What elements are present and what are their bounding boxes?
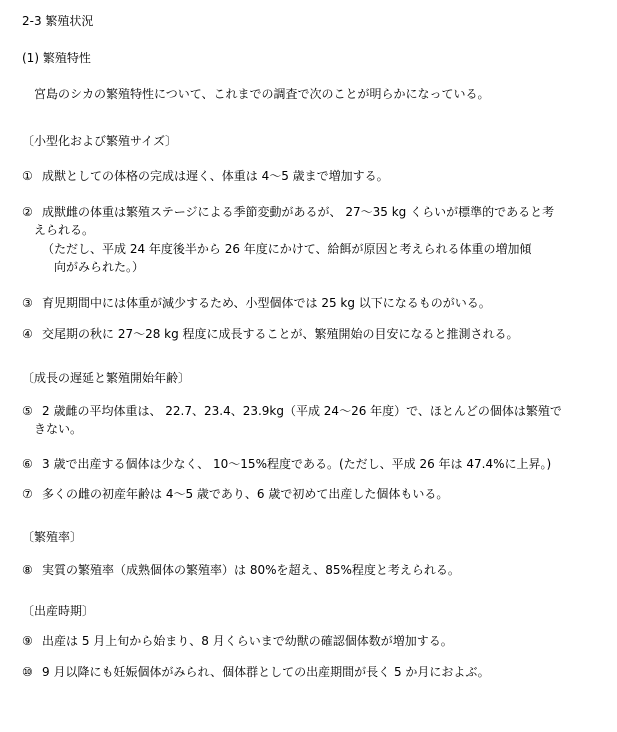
item-note: （ただし、平成 24 年度後半から 26 年度にかけて、給餌が原因と考えられる体重の増加傾	[42, 242, 532, 256]
section-title: 〔小型化および繁殖サイズ〕	[22, 134, 178, 148]
section-title: 〔繁殖率〕	[22, 530, 83, 544]
item-text: 実質の繁殖率（成熟個体の繁殖率）は 80%を超え、85%程度と考えられる。	[42, 563, 460, 577]
item-number: ⑦	[22, 487, 33, 501]
item-number: ②	[22, 205, 33, 219]
item-number: ⑥	[22, 457, 33, 471]
list-item	[22, 562, 460, 579]
item-number: ⑩	[22, 665, 33, 679]
item-text: 成獣雌の体重は繁殖ステージによる季節変動があるが、 27～35 kg くらいが標準的であると考	[42, 205, 555, 219]
item-text-continuation: えられる。	[34, 223, 95, 237]
item-text: 交尾期の秋に 27～28 kg 程度に成長することが、繁殖開始の目安になると推測される。	[42, 327, 519, 341]
item-number: ①	[22, 169, 33, 183]
subsection-heading: (1) 繁殖特性	[22, 51, 91, 65]
item-number: ④	[22, 327, 33, 341]
item-text: 多くの雌の初産年齢は 4～5 歳であり、6 歳で初めて出産した個体もいる。	[42, 487, 449, 501]
list-item	[22, 326, 519, 343]
item-text: 育児期間中には体重が減少するため、小型個体では 25 kg 以下になるものがいる。	[42, 296, 491, 310]
item-number: ③	[22, 296, 33, 310]
list-item	[22, 204, 554, 221]
item-text: 出産は 5 月上旬から始まり、8 月くらいまで幼獣の確認個体数が増加する。	[42, 634, 453, 648]
item-text: 9 月以降にも妊娠個体がみられ、個体群としての出産期間が長く 5 か月におよぶ。	[42, 665, 490, 679]
list-item	[22, 168, 389, 185]
list-item	[22, 486, 448, 503]
item-number: ⑤	[22, 404, 33, 418]
section-heading: 2-3 繁殖状況	[22, 14, 94, 28]
item-note-continuation: 向がみられた。）	[54, 260, 145, 274]
item-number: ⑨	[22, 634, 33, 648]
list-item	[22, 664, 490, 681]
item-number: ⑧	[22, 563, 33, 577]
list-item	[22, 295, 491, 312]
intro-paragraph: 宮島のシカの繁殖特性について、これまでの調査で次のことが明らかになっている。	[34, 87, 490, 101]
section-title: 〔成長の遅延と繁殖開始年齢〕	[22, 371, 191, 385]
list-item	[22, 403, 562, 420]
item-text-continuation: きない。	[34, 422, 83, 436]
list-item	[22, 456, 551, 473]
item-text: 2 歳雌の平均体重は、 22.7、23.4、23.9kg（平成 24～26 年度）で、ほとんどの個体は繁殖で	[42, 404, 562, 418]
list-item	[22, 633, 453, 650]
section-title: 〔出産時期〕	[22, 604, 95, 618]
item-text: 成獣としての体格の完成は遅く、体重は 4～5 歳まで増加する。	[42, 169, 389, 183]
item-text: 3 歳で出産する個体は少なく、 10～15%程度である。(ただし、平成 26 年は 47.4%に上昇。)	[42, 457, 552, 471]
